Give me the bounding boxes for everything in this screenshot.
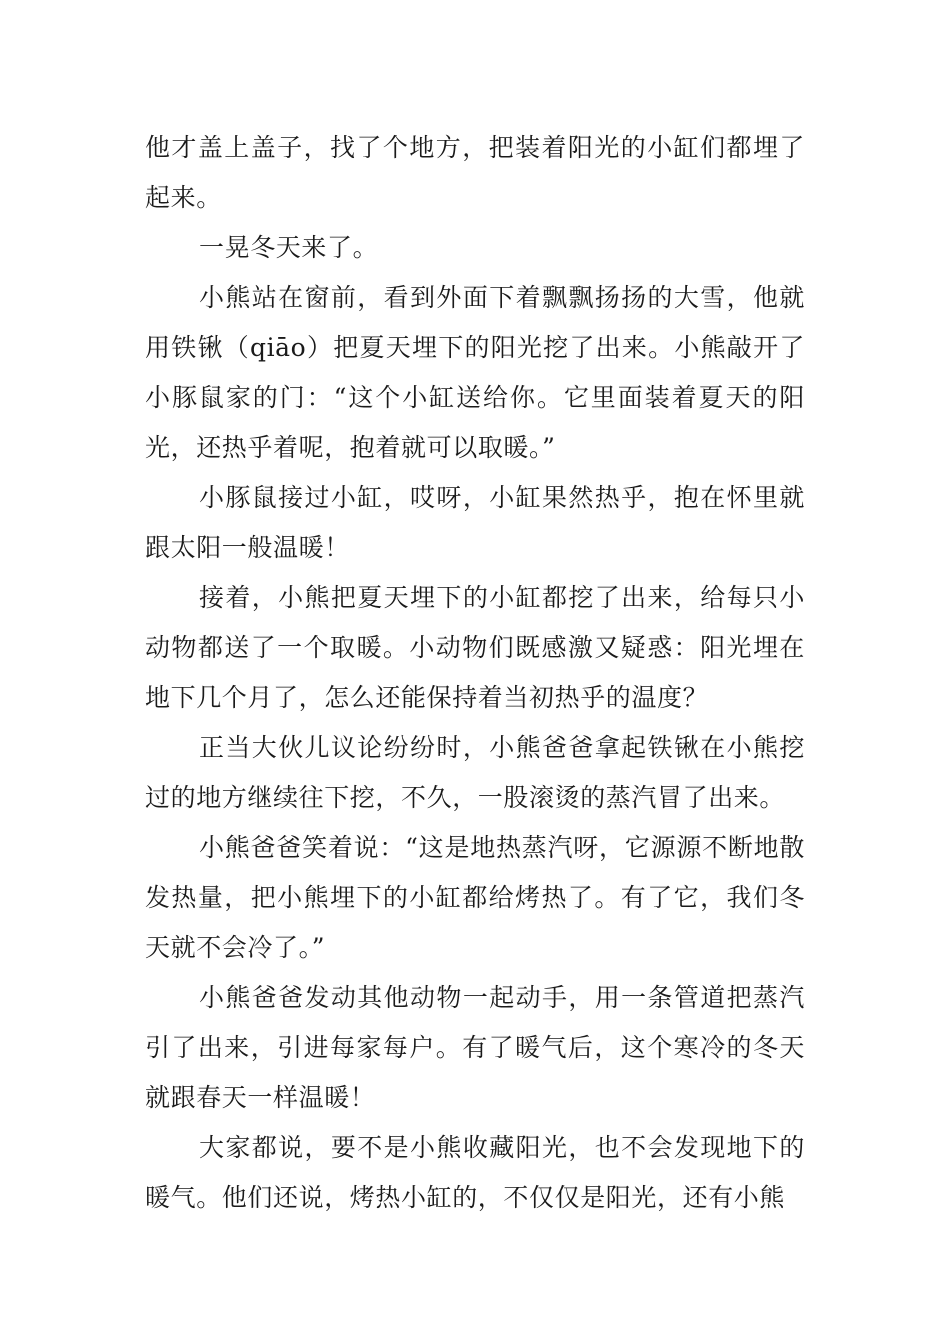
paragraph: 小熊站在窗前，看到外面下着飘飘扬扬的大雪，他就用铁锹（qiāo）把夏天埋下的阳光挖了出来。小熊敲开了小豚鼠家的门：“这个小缸送给你。它里面装着夏天的阳光，还热乎着呢，抱着就可以取暖。” xyxy=(145,283,805,462)
paragraph: 小豚鼠接过小缸，哎呀，小缸果然热乎，抱在怀里就跟太阳一般温暖！ xyxy=(145,483,805,562)
paragraph: 大家都说，要不是小熊收藏阳光，也不会发现地下的暖气。他们还说，烤热小缸的，不仅仅是阳光，还有小熊 xyxy=(145,1133,805,1212)
paragraph: 接着，小熊把夏天埋下的小缸都挖了出来，给每只小动物都送了一个取暖。小动物们既感激又疑惑：阳光埋在地下几个月了，怎么还能保持着当初热乎的温度？ xyxy=(145,583,805,712)
paragraph: 正当大伙儿议论纷纷时，小熊爸爸拿起铁锹在小熊挖过的地方继续往下挖，不久，一股滚烫的蒸汽冒了出来。 xyxy=(145,733,805,812)
document-page xyxy=(145,123,805,1223)
paragraph: 小熊爸爸笑着说：“这是地热蒸汽呀，它源源不断地散发热量，把小熊埋下的小缸都给烤热了。有了它，我们冬天就不会冷了。” xyxy=(145,833,805,962)
paragraph: 一晃冬天来了。 xyxy=(199,233,379,262)
paragraph-continuation: 他才盖上盖子，找了个地方，把装着阳光的小缸们都埋了起来。 xyxy=(145,133,805,212)
paragraph: 小熊爸爸发动其他动物一起动手，用一条管道把蒸汽引了出来，引进每家每户。有了暖气后，这个寒冷的冬天就跟春天一样温暖！ xyxy=(145,983,805,1112)
